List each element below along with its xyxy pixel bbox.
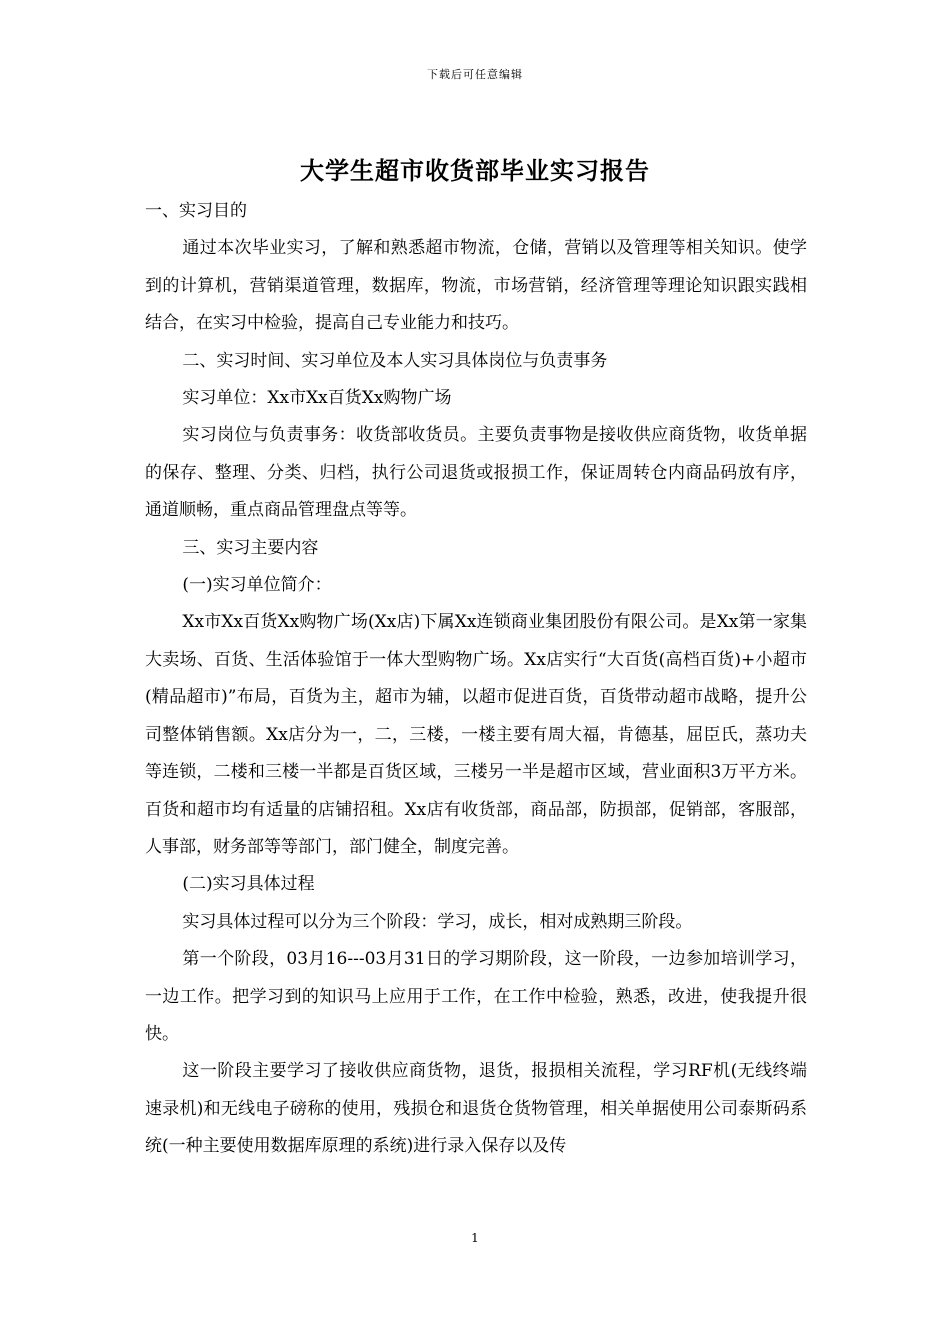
paragraph-unit-intro: Xx市Xx百货Xx购物广场(Xx店)下属Xx连锁商业集团股份有限公司。是Xx第一家集大卖场、百货、生活体验馆于一体大型购物广场。Xx店实行“大百货(高档百货)+小超市(精品超市)”布局，百货为主，超市为辅，以超市促进百货，百货带动超市战略，提升公司整体销售额。Xx店分为一，二，三楼，一楼主要有周大福，肯德基，屈臣氏，蒸功夫等连锁，二楼和三楼一半都是百货区域，三楼另一半是超市区域，营业面积3万平方米。百货和超市均有适量的店铺招租。Xx店有收货部，商品部，防损部，促销部，客服部，人事部，财务部等等部门，部门健全，制度完善。 [145, 612, 807, 857]
paragraph-position: 实习岗位与负责事务：收货部收货员。主要负责事物是接收供应商货物，收货单据的保存、整理、分类、归档，执行公司退货或报损工作，保证周转仓内商品码放有序，通道顺畅，重点商品管理盘点等等。 [145, 425, 807, 521]
paragraph-purpose: 通过本次毕业实习，了解和熟悉超市物流，仓储，营销以及管理等相关知识。使学到的计算机，营销渠道管理，数据库，物流，市场营销，经济管理等理论知识跟实践相结合，在实习中检验，提高自己专业能力和技巧。 [145, 238, 807, 334]
document-title: 大学生超市收货部毕业实习报告 [300, 156, 650, 185]
section-heading-content: 三、实习主要内容 [182, 537, 319, 558]
paragraph-unit: 实习单位：Xx市Xx百货Xx购物广场 [182, 388, 452, 409]
section-heading-purpose: 一、实习目的 [145, 201, 247, 221]
section-heading-time-unit: 二、实习时间、实习单位及本人实习具体岗位与负责事务 [182, 350, 608, 371]
subheading-unit-intro: (一)实习单位简介： [182, 575, 332, 596]
paragraph-process-stages: 实习具体过程可以分为三个阶段：学习，成长，相对成熟期三阶段。 [182, 911, 693, 932]
header-note: 下载后可任意编辑 [427, 68, 523, 81]
subheading-process: (二)实习具体过程 [182, 874, 315, 895]
paragraph-stage-one: 第一个阶段，03月16---03月31日的学习期阶段，这一阶段，一边参加培训学习，一边工作。把学习到的知识马上应用于工作，在工作中检验，熟悉，改进，使我提升很快。 [145, 949, 807, 1044]
page-number: 1 [471, 1231, 479, 1245]
paragraph-stage-one-details: 这一阶段主要学习了接收供应商货物，退货，报损相关流程，学习RF机(无线终端速录机)和无线电子磅称的使用，残损仓和退货仓货物管理，相关单据使用公司泰斯码系统(一种主要使用数据库原理的系统)进行录入保存以及传 [145, 1061, 807, 1157]
document-body [145, 193, 807, 1166]
